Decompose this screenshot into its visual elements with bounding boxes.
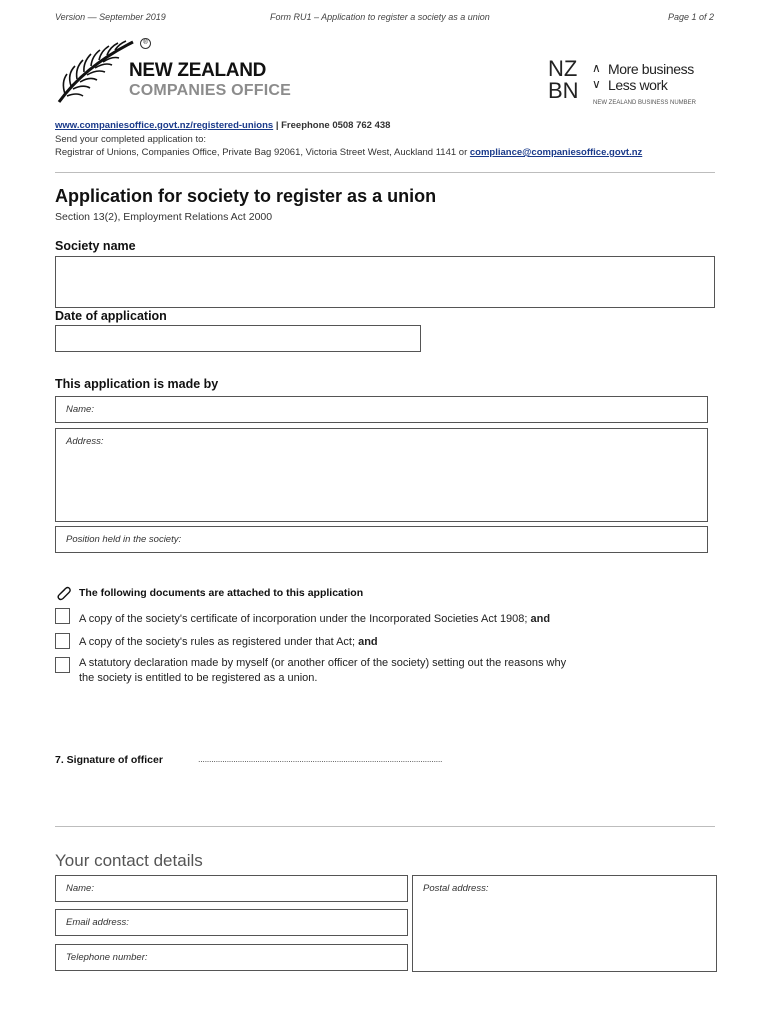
rules-and: and [358,636,378,648]
applicant-address-field[interactable] [55,428,708,522]
companies-office-logo [55,36,295,106]
declaration-text-1: A statutory declaration made by myself (or another officer of the society) setting out the reasons why [79,657,567,669]
nzbn-subtitle: NEW ZEALAND BUSINESS NUMBER [593,100,697,106]
date-label: Date of application [55,309,167,323]
applicant-address-label: Address: [66,436,104,447]
certificate-text: A copy of the society's certificate of incorporation under the Incorporated Societies Act 1908; [79,613,531,625]
declaration-text-2: the society is entitled to be registered as a union. [79,672,318,684]
declaration-item [79,656,566,686]
rules-text: A copy of the society's rules as registered under that Act; [79,636,359,648]
form-title-header: Form RU1 – Application to register a society as a union [270,12,490,22]
contact-details-heading: Your contact details [55,851,203,870]
applicant-name-label: Name: [66,404,94,415]
registered-unions-link[interactable]: www.companiesoffice.govt.nz/registered-unions [55,120,274,131]
society-name-label: Society name [55,239,136,253]
nzbn-letters-bottom: BN [548,78,579,103]
declaration-checkbox[interactable] [55,657,70,673]
registrar-address: Registrar of Unions, Companies Office, Private Bag 92061, Victoria Street West, Auckland 1141 or [55,147,470,158]
rules-item [79,635,378,650]
position-field[interactable] [55,526,708,553]
divider [55,826,715,827]
contact-line [55,120,390,131]
contact-telephone-label: Telephone number: [66,952,148,963]
divider [55,172,715,173]
send-to-text: Send your completed application to: [55,134,207,145]
nzbn-tagline-1: More business [608,61,694,77]
page-title: Application for society to register as a union [55,186,437,206]
society-name-field[interactable] [55,256,715,308]
made-by-heading: This application is made by [55,377,219,391]
nzbn-tagline-2: Less work [608,77,668,93]
signature-line[interactable]: ............................................................................................................... [198,754,443,764]
freephone-text: | Freephone 0508 762 438 [273,120,391,131]
page-number: Page 1 of 2 [668,12,715,22]
fern-icon [55,36,135,106]
rules-checkbox[interactable] [55,633,70,649]
postal-address-field[interactable] [412,875,717,972]
nzbn-logo [548,58,718,110]
contact-name-field[interactable] [55,875,408,902]
contact-email-field[interactable] [55,909,408,936]
compliance-email-link[interactable]: compliance@companiesoffice.govt.nz [469,147,643,158]
certificate-item [79,612,550,627]
logo-line2: COMPANIES OFFICE [129,82,292,99]
crest-icon: ® [140,38,151,49]
contact-name-label: Name: [66,883,94,894]
contact-email-label: Email address: [66,917,129,928]
date-field[interactable] [55,325,421,352]
logo-line1: NEW ZEALAND [129,60,267,81]
applicant-name-field[interactable] [55,396,708,423]
chevron-up-icon: ∧ [592,61,601,75]
paperclip-icon [56,585,72,606]
signature-label: 7. Signature of officer [55,754,163,766]
documents-heading: The following documents are attached to this application [79,587,364,599]
postal-address-label: Postal address: [423,883,489,894]
certificate-and: and [530,613,551,625]
chevron-down-icon: ∨ [592,77,601,91]
nzbn-letters-top: NZ [548,56,578,81]
page-subtitle: Section 13(2), Employment Relations Act 2000 [55,211,273,223]
certificate-checkbox[interactable] [55,608,70,624]
position-label: Position held in the society: [66,534,182,545]
contact-telephone-field[interactable] [55,944,408,971]
registrar-address-line [55,147,642,158]
form-version: Version — September 2019 [55,12,166,22]
